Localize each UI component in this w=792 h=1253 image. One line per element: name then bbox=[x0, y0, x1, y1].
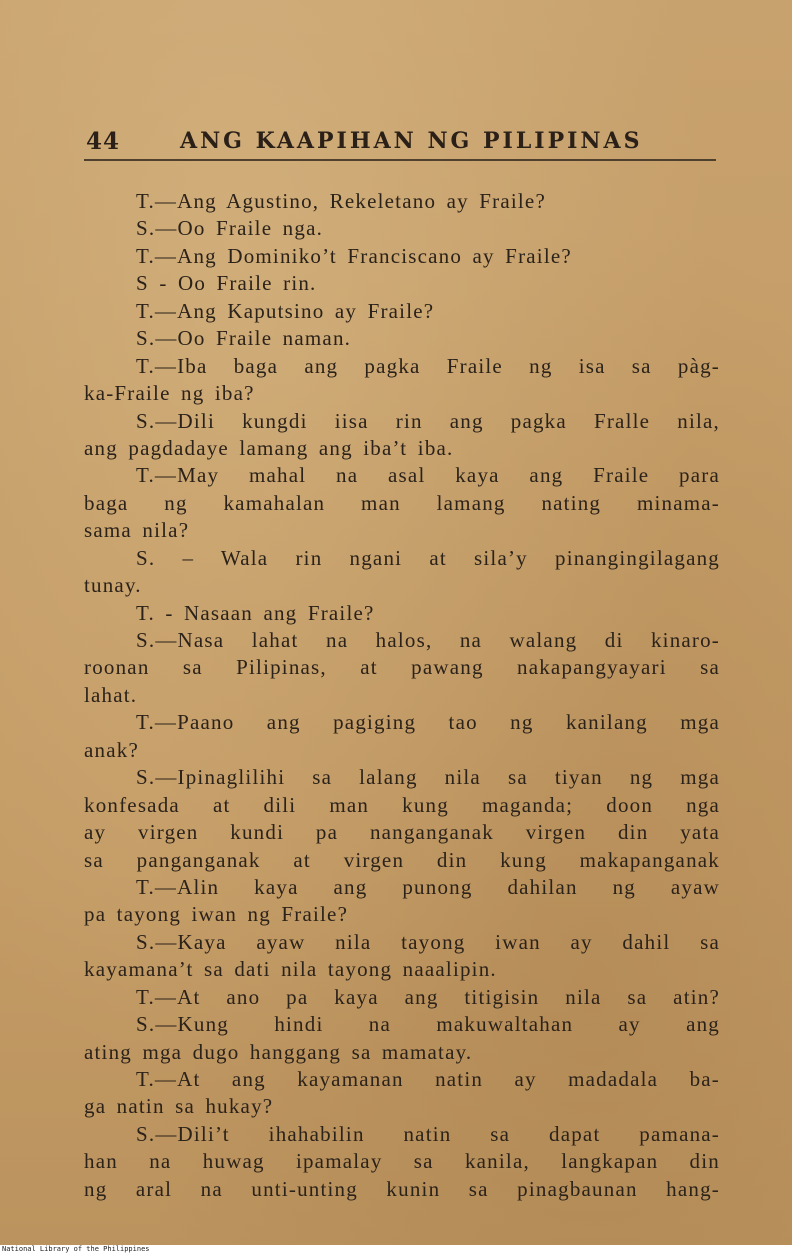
text-line: T.—Paano ang pagiging tao ng kanilang mga bbox=[136, 710, 720, 735]
running-title: ANG KAAPIHAN NG PILIPINAS bbox=[180, 128, 643, 154]
text-line: sa panganganak at virgen din kung makapanganak bbox=[84, 847, 720, 872]
text-line: ay virgen kundi pa nanganganak virgen din yata bbox=[84, 820, 720, 845]
text-line: tunay. bbox=[84, 573, 142, 598]
text-line: T. - Nasaan ang Fraile? bbox=[136, 600, 375, 625]
text-line: ga natin sa hukay? bbox=[84, 1094, 274, 1119]
text-line: S.—Nasa lahat na halos, na walang di kinaro- bbox=[136, 628, 720, 652]
text-line: pa tayong iwan ng Fraile? bbox=[84, 902, 349, 927]
text-line: kayamana’t sa dati nila tayong naaalipin. bbox=[84, 957, 497, 982]
text-line: T.—Ang Kaputsino ay Fraile? bbox=[136, 298, 435, 323]
text-line: T.—At ano pa kaya ang titigisin nila sa atin? bbox=[136, 984, 720, 1009]
text-line: baga ng kamahalan man lamang nating minama- bbox=[84, 490, 720, 515]
text-line: lahat. bbox=[84, 682, 138, 707]
header-rule bbox=[84, 159, 716, 161]
text-line: S.—Oo Fraile naman. bbox=[136, 326, 352, 351]
text-line: S.—Ipinaglilihi sa lalang nila sa tiyan ng mga bbox=[136, 765, 720, 790]
text-line: S.—Kaya ayaw nila tayong iwan ay dahil sa bbox=[136, 929, 720, 954]
text-line: S.—Oo Fraile nga. bbox=[136, 216, 324, 241]
text-line: ng aral na unti-unting kunin sa pinagbaunan hang- bbox=[84, 1176, 720, 1201]
page-number: 44 bbox=[86, 128, 121, 155]
text-line: konfesada at dili man kung maganda; doon nga bbox=[84, 792, 720, 817]
body-text bbox=[84, 188, 720, 1203]
text-line: roonan sa Pilipinas, at pawang nakapangyayari sa bbox=[84, 655, 720, 680]
text-line: T.—At ang kayamanan natin ay madadala ba- bbox=[136, 1067, 720, 1091]
text-line: ating mga dugo hanggang sa mamatay. bbox=[84, 1039, 473, 1064]
text-line: S.—Dili’t ihahabilin natin sa dapat pamana- bbox=[136, 1121, 720, 1146]
text-line: han na huwag ipamalay sa kanila, langkapan din bbox=[84, 1149, 720, 1174]
text-line: T.—Ang Agustino, Rekeletano ay Fraile? bbox=[136, 189, 546, 213]
text-line: T.—May mahal na asal kaya ang Fraile para bbox=[136, 463, 720, 488]
text-line: S.—Dili kungdi iisa rin ang pagka Fralle nila, bbox=[136, 408, 720, 433]
text-line: S.—Kung hindi na makuwaltahan ay ang bbox=[136, 1012, 720, 1037]
text-line: T.—Alin kaya ang punong dahilan ng ayaw bbox=[136, 874, 720, 899]
text-line: S. – Wala rin ngani at sila’y pinangingilagang bbox=[136, 545, 720, 570]
text-line: T.—Ang Dominiko’t Franciscano ay Fraile? bbox=[136, 243, 572, 268]
text-line: ka-Fraile ng iba? bbox=[84, 381, 255, 406]
text-line: S - Oo Fraile rin. bbox=[136, 271, 317, 296]
text-line: anak? bbox=[84, 737, 139, 762]
library-credit: National Library of the Philippines bbox=[2, 1245, 150, 1253]
text-line: T.—Iba baga ang pagka Fraile ng isa sa pàg- bbox=[136, 353, 720, 378]
text-line: sama nila? bbox=[84, 518, 190, 543]
text-line: ang pagdadaye lamang ang iba’t iba. bbox=[84, 435, 454, 460]
